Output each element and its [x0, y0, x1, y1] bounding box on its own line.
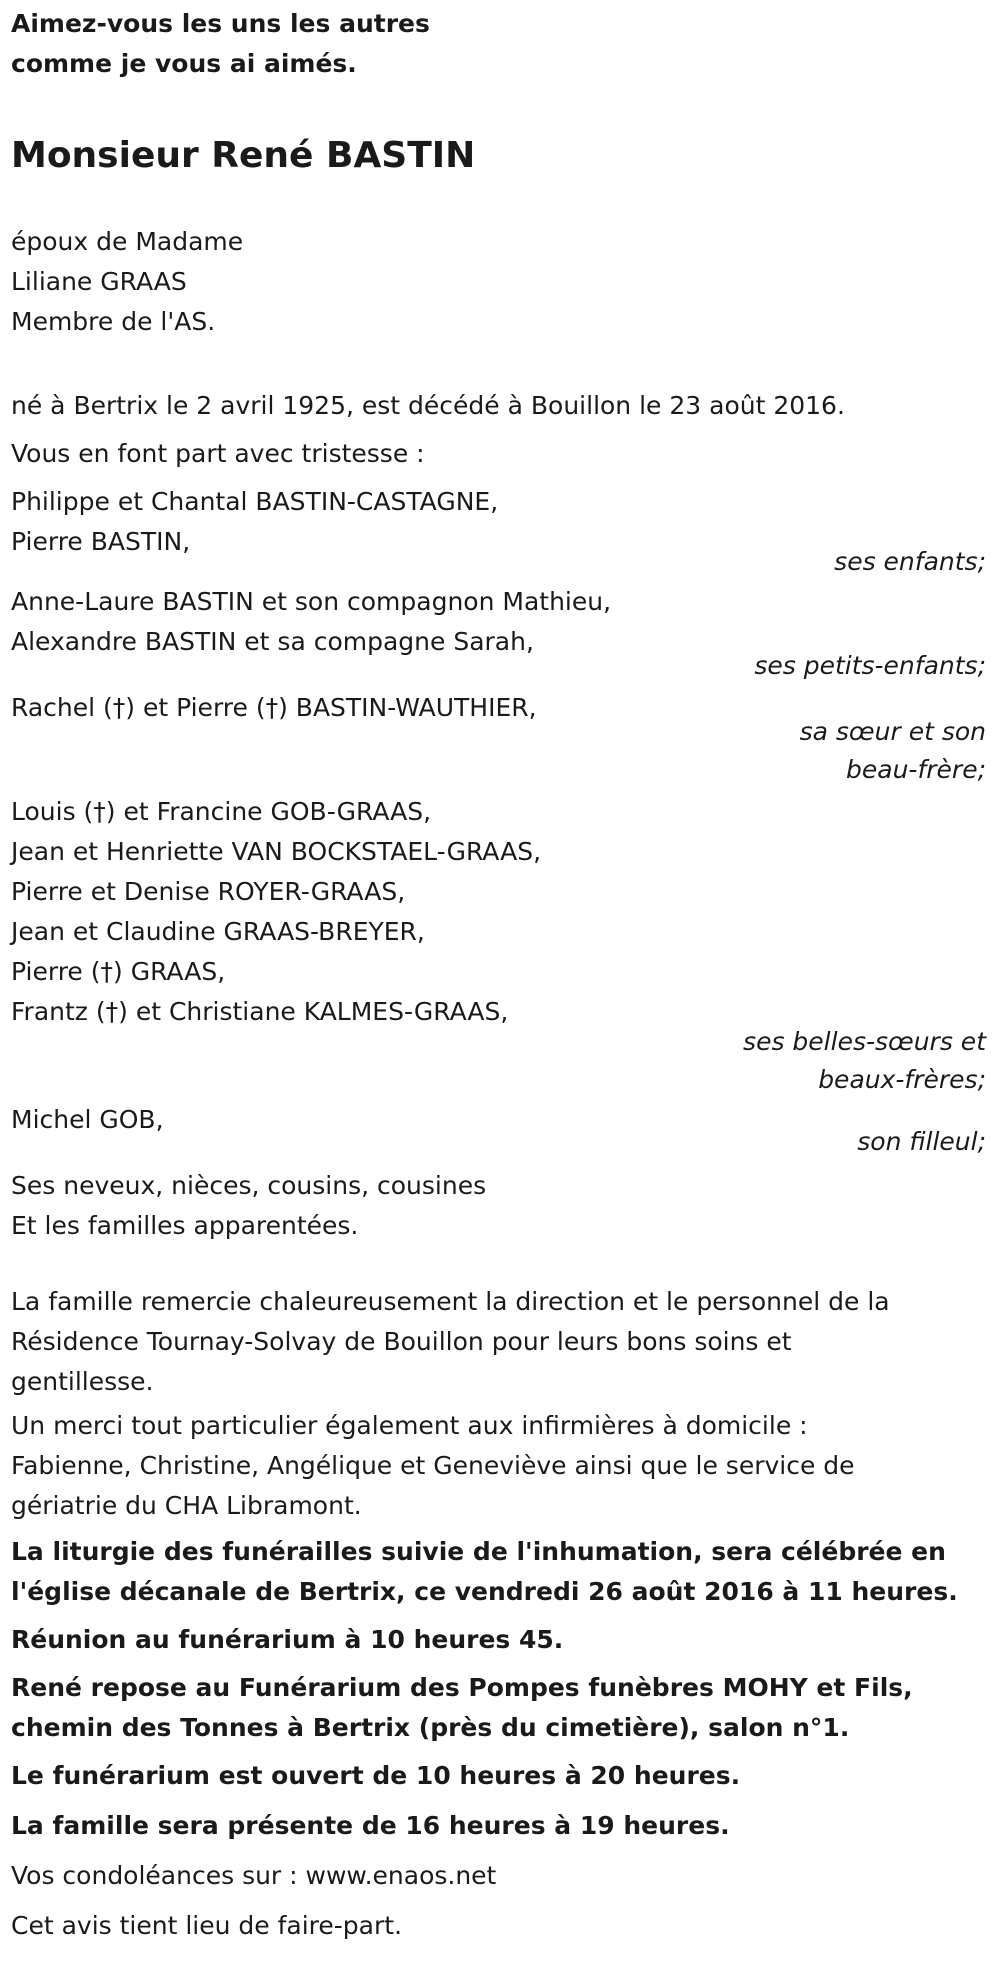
liturgy-line: La liturgie des funérailles suivie de l'inhumation, sera célébrée en [11, 1537, 946, 1566]
family-name: Michel GOB, [11, 1105, 164, 1134]
liturgy-info [11, 1532, 991, 1612]
epigraph-line: Aimez-vous les uns les autres [11, 9, 430, 38]
family-name: Rachel (†) et Pierre (†) BASTIN-WAUTHIER, [11, 693, 537, 722]
relation-label: son filleul; [857, 1127, 986, 1156]
repose-info [11, 1668, 991, 1748]
family-name: Philippe et Chantal BASTIN-CASTAGNE, [11, 487, 499, 516]
spouse-block [11, 222, 991, 342]
family-name: Pierre (†) GRAAS, [11, 957, 226, 986]
family-group-godson [11, 1100, 991, 1140]
spouse-line: Liliane GRAAS [11, 267, 187, 296]
relation-label: beau-frère; [846, 755, 986, 784]
family-name: Anne-Laure BASTIN et son compagnon Mathieu, [11, 587, 612, 616]
family-name: Louis (†) et Francine GOB-GRAAS, [11, 797, 432, 826]
relation-label: ses petits-enfants; [754, 651, 986, 680]
thanks-line: Résidence Tournay-Solvay de Bouillon pour leurs bons soins et [11, 1327, 792, 1356]
family-line: Ses neveux, nièces, cousins, cousines [11, 1171, 487, 1200]
thanks-nurses-paragraph [11, 1406, 991, 1526]
relation-label: ses enfants; [834, 547, 986, 576]
birth-death: né à Bertrix le 2 avril 1925, est décédé à Bouillon le 23 août 2016. [11, 391, 845, 420]
liturgy-line: l'église décanale de Bertrix, ce vendredi 26 août 2016 à 11 heures. [11, 1577, 958, 1606]
relation-label: beaux-frères; [818, 1065, 986, 1094]
thanks-paragraph [11, 1282, 991, 1402]
thanks-line: Un merci tout particulier également aux infirmières à domicile : [11, 1411, 808, 1440]
spouse-line: Membre de l'AS. [11, 307, 216, 336]
notice-text: Cet avis tient lieu de faire-part. [11, 1911, 403, 1940]
family-name: Alexandre BASTIN et sa compagne Sarah, [11, 627, 534, 656]
thanks-line: gentillesse. [11, 1367, 154, 1396]
family-presence: La famille sera présente de 16 heures à 19 heures. [11, 1811, 730, 1840]
family-name: Jean et Henriette VAN BOCKSTAEL-GRAAS, [11, 837, 542, 866]
meeting-info: Réunion au funérarium à 10 heures 45. [11, 1625, 564, 1654]
condolences-link: Vos condoléances sur : www.enaos.net [11, 1861, 497, 1890]
thanks-line: La famille remercie chaleureusement la direction et le personnel de la [11, 1287, 890, 1316]
epigraph-line: comme je vous ai aimés. [11, 49, 357, 78]
spouse-line: époux de Madame [11, 227, 244, 256]
family-name: Pierre BASTIN, [11, 527, 191, 556]
family-name: Pierre et Denise ROYER-GRAAS, [11, 877, 406, 906]
family-name: Jean et Claudine GRAAS-BREYER, [11, 917, 425, 946]
family-group-in-laws [11, 792, 991, 1032]
thanks-line: Fabienne, Christine, Angélique et Geneviève ainsi que le service de [11, 1451, 855, 1480]
relation-label: ses belles-sœurs et [743, 1027, 986, 1056]
extended-family [11, 1166, 991, 1246]
family-name: Frantz (†) et Christiane KALMES-GRAAS, [11, 997, 509, 1026]
thanks-line: gériatrie du CHA Libramont. [11, 1491, 362, 1520]
deceased-name: Monsieur René BASTIN [11, 135, 476, 176]
announcement: Vous en font part avec tristesse : [11, 439, 425, 468]
repose-line: René repose au Funérarium des Pompes funèbres MOHY et Fils, [11, 1673, 913, 1702]
family-line: Et les familles apparentées. [11, 1211, 359, 1240]
epigraph [11, 4, 991, 84]
relation-label: sa sœur et son [799, 717, 986, 746]
repose-line: chemin des Tonnes à Bertrix (près du cimetière), salon n°1. [11, 1713, 850, 1742]
funerarium-hours: Le funérarium est ouvert de 10 heures à 20 heures. [11, 1761, 741, 1790]
